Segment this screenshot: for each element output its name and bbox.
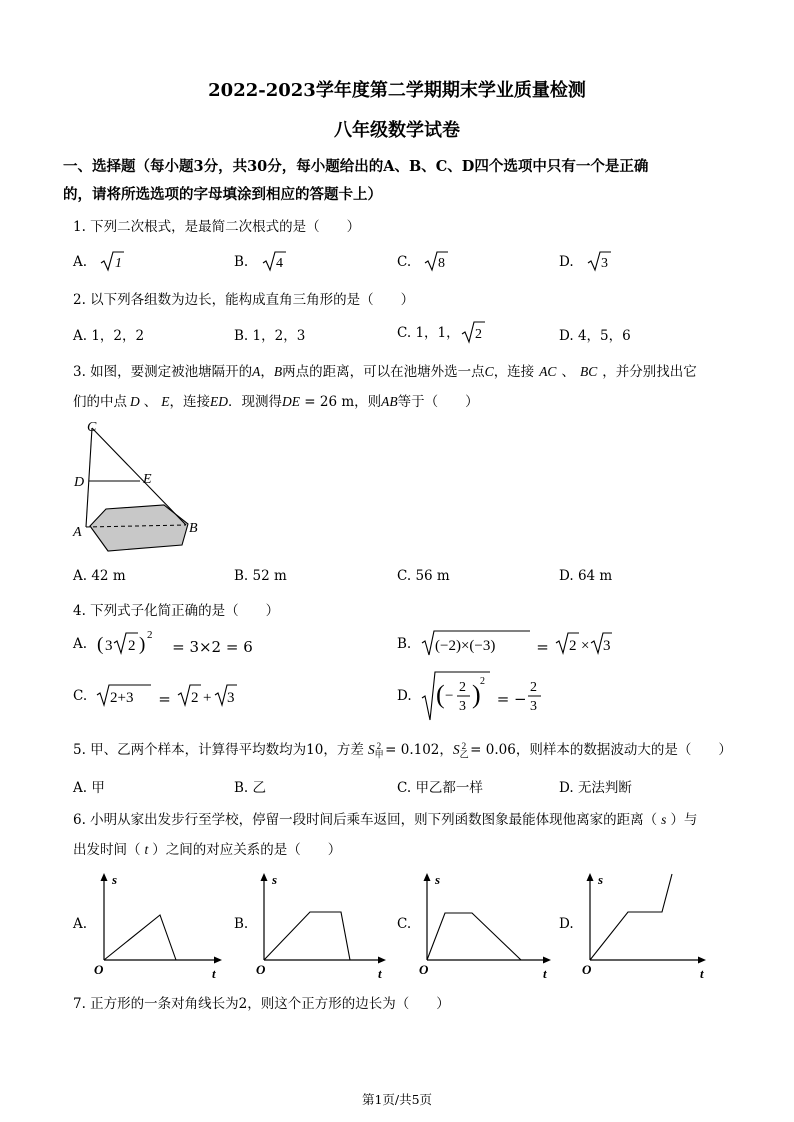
q6-option-b-label: B. bbox=[234, 916, 249, 932]
axis-label-t: t bbox=[700, 966, 704, 981]
option-label: A. bbox=[73, 636, 88, 652]
q5-option-c bbox=[397, 776, 483, 796]
svg-text:2+3: 2+3 bbox=[110, 690, 134, 706]
text: ，并分别找出它 bbox=[602, 364, 697, 380]
sqrt-sign bbox=[460, 320, 486, 344]
svg-text:+: + bbox=[202, 690, 212, 706]
svg-text:): ) bbox=[139, 634, 146, 655]
sqrt-sign bbox=[586, 250, 612, 272]
option-label: A. bbox=[73, 254, 88, 270]
q1-option-a bbox=[73, 250, 125, 272]
graph-line bbox=[264, 912, 350, 960]
q3-option-d bbox=[559, 568, 612, 584]
axis-label-t: t bbox=[543, 966, 547, 981]
var: BC bbox=[579, 364, 598, 379]
svg-text:2: 2 bbox=[190, 690, 199, 706]
variance-symbol: $S_乙^2$ bbox=[452, 740, 469, 760]
label-b: B bbox=[189, 521, 198, 536]
option-text: 乙 bbox=[252, 780, 267, 796]
option-text: 甲乙都一样 bbox=[415, 780, 483, 796]
expr-tail: = bbox=[153, 690, 176, 708]
q6-stem-line1 bbox=[73, 808, 697, 828]
text: ， bbox=[260, 364, 274, 380]
radicand: 1 bbox=[115, 256, 123, 271]
option-label: D. bbox=[559, 568, 574, 584]
option-label: B. bbox=[234, 568, 249, 584]
option-label: D. bbox=[559, 328, 574, 344]
graph-line bbox=[427, 913, 521, 960]
q4-option-a bbox=[73, 628, 253, 658]
q6-stem-line2 bbox=[73, 838, 341, 858]
option-label: B. bbox=[397, 636, 412, 652]
svg-text:2: 2 bbox=[147, 629, 153, 641]
expr-tail: = 3×2 = 6 bbox=[167, 638, 253, 656]
q2-option-a bbox=[73, 324, 144, 344]
q3-option-b bbox=[234, 568, 287, 584]
svg-text:2: 2 bbox=[568, 638, 577, 654]
text: ，连接 bbox=[169, 394, 210, 410]
var: AC bbox=[539, 364, 557, 379]
q2-option-b bbox=[234, 324, 305, 344]
subscript: 乙 bbox=[459, 749, 469, 760]
svg-text:3: 3 bbox=[226, 690, 235, 706]
svg-text:3: 3 bbox=[458, 699, 466, 714]
text: 、 bbox=[143, 394, 158, 410]
q4-option-b bbox=[397, 628, 612, 658]
q5-option-a bbox=[73, 776, 105, 796]
q1-option-c bbox=[397, 250, 449, 272]
text: 6. 小明从家出发步行至学校，停留一段时间后乘车返回，则下列函数图象最能体现他离家的距离（ bbox=[73, 812, 658, 828]
var: B bbox=[273, 364, 283, 379]
section-heading-line1: 一、选择题（每小题3分，共30分，每小题给出的A、B、C、D四个选项中只有一个是正确 bbox=[63, 158, 649, 175]
exam-subtitle: 八年级数学试卷 bbox=[334, 120, 460, 141]
svg-text:3: 3 bbox=[529, 699, 537, 714]
option-label: B. bbox=[234, 780, 249, 796]
svg-text:): ) bbox=[471, 680, 481, 709]
q6-graph-a bbox=[90, 868, 230, 983]
var: ED bbox=[210, 394, 228, 409]
svg-text:(: ( bbox=[97, 634, 104, 655]
var: DE bbox=[282, 394, 300, 409]
q6-graph-c bbox=[413, 868, 558, 983]
option-label: D. bbox=[559, 254, 574, 270]
q5-option-d bbox=[559, 776, 632, 796]
variance-value: = 0.102 bbox=[385, 742, 440, 758]
text: ．现测得 bbox=[228, 394, 282, 410]
option-text: 甲 bbox=[91, 780, 105, 796]
sqrt-sign bbox=[99, 250, 125, 272]
svg-text:×: × bbox=[580, 638, 590, 654]
radicand: 8 bbox=[438, 256, 446, 271]
svg-text:−: − bbox=[444, 688, 454, 704]
var: AB bbox=[381, 394, 398, 409]
text: ）之间的对应关系的是（ ） bbox=[152, 842, 342, 858]
svg-text:3: 3 bbox=[602, 638, 611, 654]
expr-d bbox=[420, 670, 492, 722]
option-label: C. bbox=[397, 325, 412, 341]
text: ，连接 bbox=[493, 364, 535, 380]
text: 5. 甲、乙两个样本，计算得平均数均为10，方差 bbox=[73, 742, 364, 758]
q1-option-b bbox=[234, 250, 287, 272]
option-text: 1，2，3 bbox=[252, 328, 306, 344]
option-label: D. bbox=[397, 688, 412, 704]
segment-ca bbox=[86, 428, 92, 527]
q4-stem: 4. 下列式子化简正确的是（ ） bbox=[73, 603, 280, 619]
sqrt-sign bbox=[261, 250, 287, 272]
axis-label-t: t bbox=[212, 966, 216, 981]
text: = 26 m bbox=[300, 394, 355, 410]
q7-stem: 7. 正方形的一条对角线长为2，则这个正方形的边长为（ ） bbox=[73, 996, 450, 1012]
q3-stem-line1 bbox=[73, 360, 697, 380]
option-label: B. bbox=[234, 328, 249, 344]
q2-option-c bbox=[397, 320, 486, 344]
option-text: 56 m bbox=[415, 568, 450, 584]
q5-stem bbox=[73, 738, 732, 761]
option-text: 1，1， bbox=[415, 325, 460, 341]
text: ）与 bbox=[670, 812, 698, 828]
q4-option-d bbox=[397, 670, 543, 722]
var: E bbox=[161, 394, 170, 409]
svg-text:2: 2 bbox=[128, 638, 136, 654]
q1-stem: 1. 下列二次根式，是最简二次根式的是（ ） bbox=[73, 219, 361, 235]
q6-option-c-label: C. bbox=[397, 916, 412, 932]
radicand: 2 bbox=[474, 327, 482, 342]
text: 、 bbox=[561, 364, 575, 380]
var: t bbox=[144, 842, 149, 857]
svg-text:2: 2 bbox=[458, 680, 466, 695]
q2-option-d bbox=[559, 324, 631, 344]
axis-label-s: s bbox=[272, 872, 278, 887]
var: s bbox=[661, 812, 667, 827]
q5-option-b bbox=[234, 776, 266, 796]
expr-tail: = − bbox=[491, 690, 527, 708]
svg-text:(−2)×(−3): (−2)×(−3) bbox=[434, 638, 495, 654]
option-text: 64 m bbox=[577, 568, 613, 584]
expr-c-rhs bbox=[176, 680, 238, 710]
origin-label: O bbox=[419, 962, 429, 977]
text: 等于（ ） bbox=[397, 394, 479, 410]
option-text: 1，2，2 bbox=[91, 328, 145, 344]
radicand: 3 bbox=[600, 256, 608, 271]
option-label: C. bbox=[73, 688, 88, 704]
option-text: 无法判断 bbox=[577, 780, 632, 796]
label-d: D bbox=[74, 475, 85, 490]
subscript: 甲 bbox=[374, 749, 384, 760]
svg-text:(: ( bbox=[435, 680, 445, 709]
section-heading-line2: 的，请将所选选项的字母填涂到相应的答题卡上） bbox=[63, 186, 382, 203]
sqrt-sign bbox=[423, 250, 449, 272]
label-a: A bbox=[73, 525, 82, 540]
radicand: 4 bbox=[275, 256, 283, 271]
q6-option-a-label: A. bbox=[73, 916, 88, 932]
q6-graph-d bbox=[576, 866, 716, 983]
svg-text:2: 2 bbox=[479, 676, 485, 687]
expr-a bbox=[97, 628, 167, 658]
option-label: A. bbox=[73, 780, 88, 796]
axis-label-s: s bbox=[435, 872, 441, 887]
option-label: C. bbox=[397, 780, 412, 796]
svg-text:3: 3 bbox=[105, 638, 113, 654]
text: ，则样本的数据波动大的是（ ） bbox=[515, 742, 732, 758]
q2-stem: 2. 以下列各组数为边长，能构成直角三角形的是（ ） bbox=[73, 292, 415, 308]
q3-option-a bbox=[73, 568, 126, 584]
option-text: 4，5，6 bbox=[577, 328, 631, 344]
q4-option-c bbox=[73, 680, 238, 710]
text: ， bbox=[439, 742, 453, 758]
q1-option-d bbox=[559, 250, 612, 272]
q3-option-c bbox=[397, 568, 450, 584]
svg-text:2: 2 bbox=[529, 680, 537, 695]
expr-d-rhs bbox=[527, 670, 543, 722]
origin-label: O bbox=[256, 962, 266, 977]
option-label: A. bbox=[73, 568, 88, 584]
expr-tail: = bbox=[531, 638, 554, 656]
text: ，则 bbox=[354, 394, 382, 410]
option-label: B. bbox=[234, 254, 249, 270]
option-text: 42 m bbox=[91, 568, 126, 584]
axis-label-t: t bbox=[378, 966, 382, 981]
text: 出发时间（ bbox=[73, 842, 141, 858]
graph-line bbox=[104, 915, 176, 960]
option-label: A. bbox=[73, 328, 88, 344]
text: 3. 如图，要测定被池塘隔开的 bbox=[73, 364, 253, 380]
q6-graph-b bbox=[250, 868, 395, 983]
var: C bbox=[484, 364, 494, 379]
axis-label-s: s bbox=[598, 872, 604, 887]
label-c: C bbox=[87, 420, 97, 435]
q6-option-d-label: D. bbox=[559, 916, 574, 932]
origin-label: O bbox=[94, 962, 104, 977]
expr-b-rhs bbox=[554, 628, 612, 658]
option-label: C. bbox=[397, 254, 412, 270]
var: A bbox=[252, 364, 261, 379]
variance-value: = 0.06 bbox=[470, 742, 516, 758]
option-label: D. bbox=[559, 780, 574, 796]
option-label: C. bbox=[397, 568, 412, 584]
axis-label-s: s bbox=[112, 872, 118, 887]
expr-c bbox=[95, 680, 153, 710]
label-e: E bbox=[143, 472, 152, 487]
pond-figure bbox=[68, 415, 218, 555]
page-number: 第1页/共5页 bbox=[361, 1092, 433, 1107]
variance-symbol: $S_甲^2$ bbox=[367, 740, 384, 760]
text: 们的中点 bbox=[73, 394, 127, 410]
expr-b bbox=[420, 628, 532, 658]
origin-label: O bbox=[582, 962, 592, 977]
text: 两点的距离，可以在池塘外选一点 bbox=[282, 364, 485, 380]
option-text: 52 m bbox=[252, 568, 287, 584]
exam-title: 2022-2023学年度第二学期期末学业质量检测 bbox=[208, 80, 586, 101]
var: D bbox=[130, 394, 140, 409]
q3-stem-line2 bbox=[73, 390, 479, 410]
